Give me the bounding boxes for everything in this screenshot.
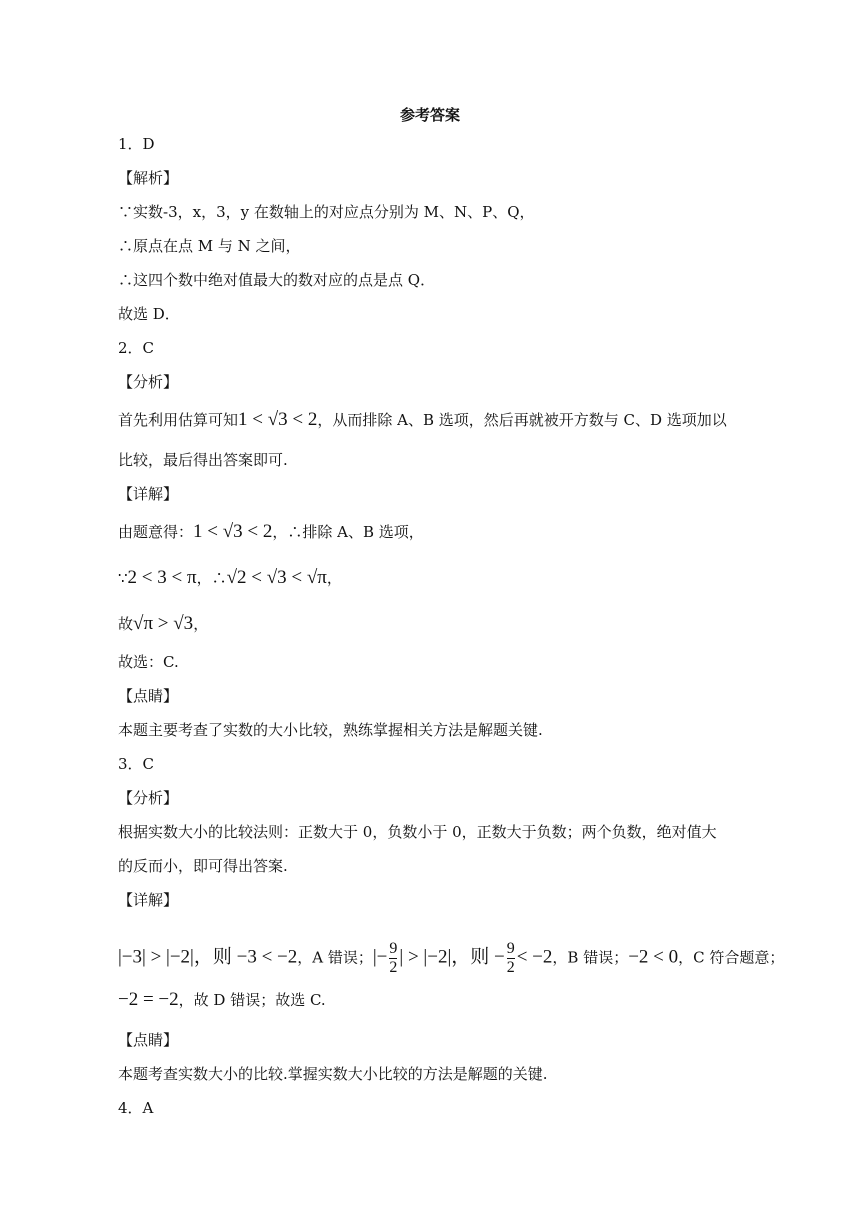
text-line [118, 940, 784, 977]
text-line: 故选 D． [118, 305, 180, 323]
text-fragment: ， [326, 569, 342, 587]
section-heading: 【解析】 [118, 169, 179, 187]
section-heading: 【详解】 [118, 485, 179, 503]
denominator: 2 [506, 959, 515, 976]
fraction [389, 940, 397, 977]
text-fragment: ，A 错误； [297, 948, 373, 967]
text-line [118, 410, 727, 430]
section-heading: 【点睛】 [118, 687, 179, 705]
section-heading: 【点睛】 [118, 1031, 179, 1049]
text-line [118, 614, 208, 634]
text-fragment: ，C 符合题意； [678, 948, 785, 967]
text-line: 故选：C. [118, 653, 179, 671]
numerator: 9 [506, 940, 515, 957]
math-expression: |−3| > |−2|，则 −3 < −2 [118, 946, 298, 968]
answer-1: 1．D [118, 135, 155, 153]
text-line: ∴这四个数中绝对值最大的数对应的点是点 Q． [118, 271, 436, 289]
numerator: 9 [389, 940, 398, 957]
text-fragment: ，从而排除 A、B 选项，然后再就被开方数与 C、D 选项加以 [317, 411, 727, 429]
math-expression: √π > √3 [133, 613, 194, 634]
text-fragment: ，∴ [196, 569, 227, 587]
math-expression: −2 = −2 [118, 989, 179, 1010]
text-line [118, 990, 326, 1010]
text-line: ∵实数-3，x，3，y 在数轴上的对应点分别为 M、N、P、Q， [118, 203, 535, 221]
text-fragment: 首先利用估算可知 [118, 411, 239, 429]
text-line: ∴原点在点 M 与 N 之间， [118, 237, 301, 255]
section-heading: 【分析】 [118, 373, 179, 391]
math-expression: | > |−2|，则 − [399, 946, 505, 968]
fraction [507, 940, 515, 977]
page-title: 参考答案 [399, 106, 460, 124]
denominator: 2 [389, 959, 398, 976]
text-fragment: ∵ [118, 569, 128, 587]
text-line [118, 568, 342, 588]
text-fragment: 由题意得： [118, 523, 194, 541]
math-expression: 1 < √3 < 2 [238, 409, 318, 430]
text-fragment: ， [193, 615, 209, 633]
text-line: 的反而小，即可得出答案. [118, 857, 288, 875]
text-line: 本题考查实数大小的比较.掌握实数大小比较的方法是解题的关键. [118, 1065, 548, 1083]
math-expression: 2 < 3 < π [127, 567, 197, 588]
text-fragment: ，故 D 错误；故选 C. [178, 991, 326, 1009]
answer-4: 4．A [118, 1099, 154, 1117]
math-expression: 1 < √3 < 2 [193, 521, 273, 542]
math-expression: √2 < √3 < √π [226, 567, 327, 588]
section-heading: 【分析】 [118, 789, 179, 807]
text-line: 根据实数大小的比较法则：正数大于 0，负数小于 0，正数大于负数；两个负数，绝对值大 [118, 823, 717, 841]
text-line: 本题主要考查了实数的大小比较，熟练掌握相关方法是解题关键. [118, 721, 543, 739]
math-expression: < −2 [516, 946, 553, 968]
text-fragment: ，B 错误； [552, 948, 629, 967]
answer-3: 3．C [118, 755, 155, 773]
text-fragment: 故 [118, 615, 134, 633]
text-line [118, 522, 424, 542]
answer-2: 2．C [118, 339, 155, 357]
math-expression: |− [372, 946, 388, 968]
section-heading: 【详解】 [118, 891, 179, 909]
text-line: 比较，最后得出答案即可. [118, 451, 288, 469]
math-expression: −2 < 0 [628, 946, 679, 968]
text-fragment: ，∴排除 A、B 选项， [272, 523, 424, 541]
